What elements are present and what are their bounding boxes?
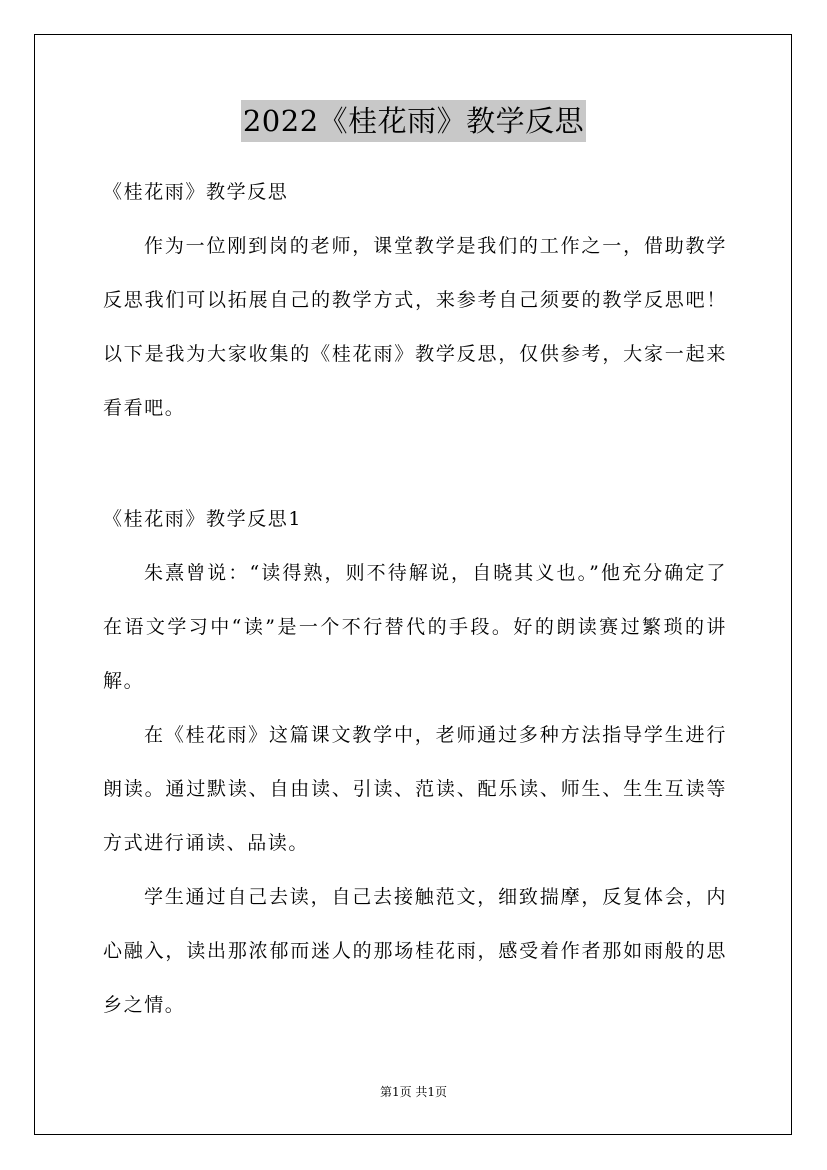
- section1-paragraph-1: 朱熹曾说：“读得熟，则不待解说，自晓其义也。”他充分确定了在语文学习中“读”是一个不行替代的手段。好的朗读赛过繁琐的讲解。: [103, 562, 727, 692]
- section1-paragraph-2: 在《桂花雨》这篇课文教学中，老师通过多种方法指导学生进行朗读。通过默读、自由读、引读、范读、配乐读、师生、生生互读等方式进行诵读、品读。: [103, 724, 727, 854]
- intro-heading: 《桂花雨》教学反思: [103, 181, 289, 203]
- section1-paragraph-3: 学生通过自己去读，自己去接触范文，细致揣摩，反复体会，内心融入，读出那浓郁而迷人的那场桂花雨，感受着作者那如雨般的思乡之情。: [103, 886, 727, 1016]
- document-title: 2022《桂花雨》教学反思: [241, 100, 586, 142]
- title-container: [0, 100, 827, 142]
- page-footer: 第1页 共1页: [379, 1085, 448, 1099]
- section1-heading: 《桂花雨》教学反思1: [103, 508, 303, 530]
- intro-paragraph: 作为一位刚到岗的老师，课堂教学是我们的工作之一，借助教学反思我们可以拓展自己的教学方式，来参考自己须要的教学反思吧！以下是我为大家收集的《桂花雨》教学反思，仅供参考，大家一起来看看吧。: [103, 235, 727, 419]
